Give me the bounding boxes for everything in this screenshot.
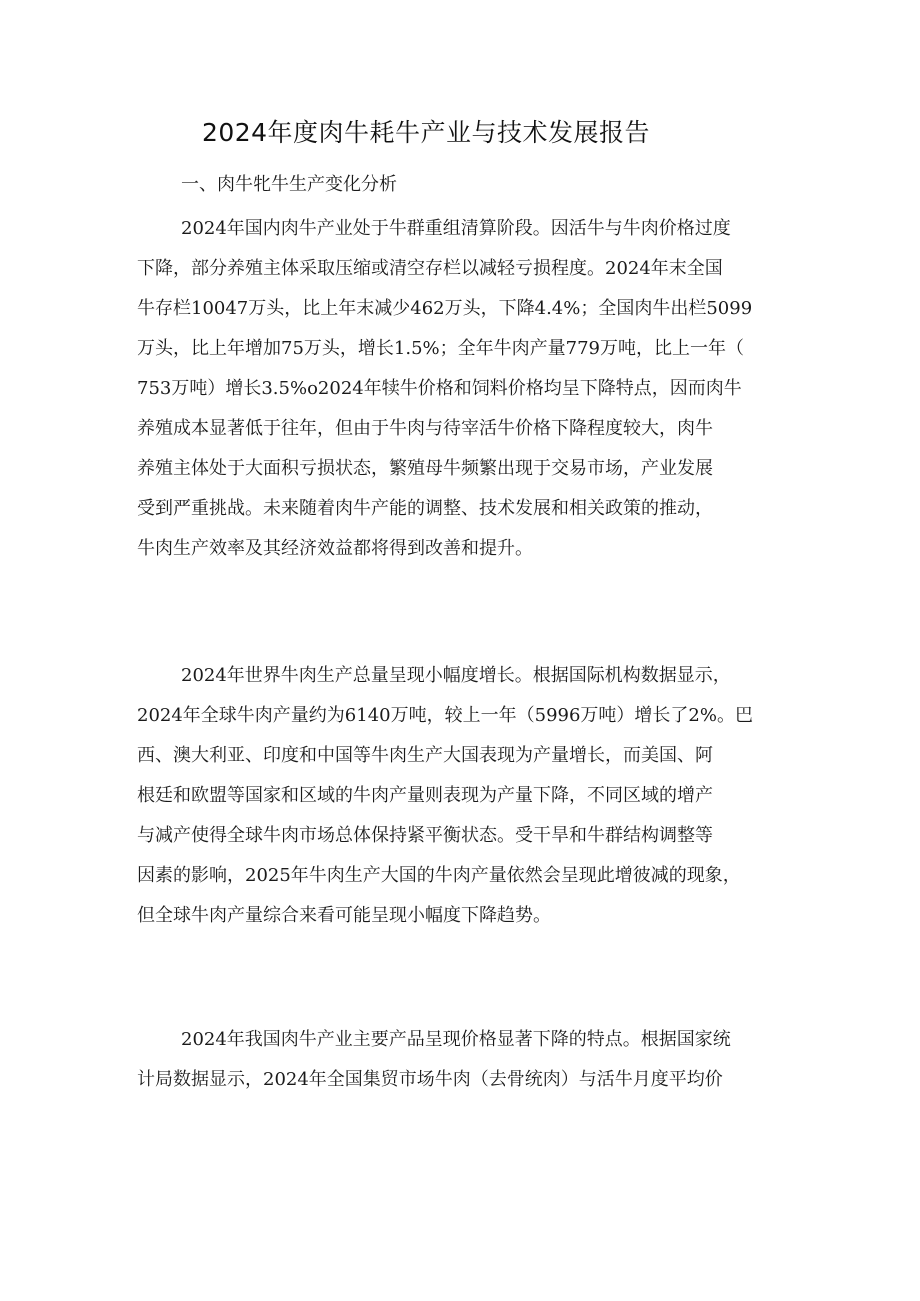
paragraph-line: 与减产使得全球牛肉市场总体保持紧平衡状态。受干旱和牛群结构调整等	[137, 825, 713, 846]
paragraph-1	[137, 209, 797, 569]
paragraph-line: 753万吨）增长3.5%o2024年犊牛价格和饲料价格均呈下降特点，因而肉牛	[137, 378, 742, 399]
paragraph-line: 2024年世界牛肉生产总量呈现小幅度增长。根据国际机构数据显示，	[181, 665, 731, 686]
paragraph-line: 2024年我国肉牛产业主要产品呈现价格显著下降的特点。根据国家统	[181, 1029, 731, 1050]
section-heading: 一、肉牛牝牛生产变化分析	[181, 174, 397, 195]
paragraph-line: 下降，部分养殖主体采取压缩或清空存栏以减轻亏损程度。2024年末全国	[137, 258, 723, 279]
paragraph-line: 牛存栏10047万头，比上年末减少462万头，下降4.4%；全国肉牛出栏5099	[137, 298, 753, 319]
paragraph-line: 计局数据显示，2024年全国集贸市场牛肉（去骨统肉）与活牛月度平均价	[137, 1069, 723, 1090]
paragraph-line: 2024年国内肉牛产业处于牛群重组清算阶段。因活牛与牛肉价格过度	[181, 218, 731, 239]
paragraph-line: 因素的影响，2025年牛肉生产大国的牛肉产量依然会呈现此增彼减的现象，	[137, 865, 741, 886]
paragraph-line: 养殖成本显著低于往年，但由于牛肉与待宰活牛价格下降程度较大，肉牛	[137, 418, 713, 439]
paragraph-3	[137, 1020, 797, 1100]
paragraph-line: 2024年全球牛肉产量约为6140万吨，较上一年（5996万吨）增长了2%。巴	[137, 705, 753, 726]
document-title: 2024年度肉牛耗牛产业与技术发展报告	[201, 118, 651, 147]
paragraph-line: 西、澳大利亚、印度和中国等牛肉生产大国表现为产量增长，而美国、阿	[137, 745, 713, 766]
paragraph-line: 万头，比上年增加75万头，增长1.5%；全年牛肉产量779万吨，比上一年（	[137, 338, 744, 359]
paragraph-line: 但全球牛肉产量综合来看可能呈现小幅度下降趋势。	[137, 905, 551, 926]
paragraph-line: 养殖主体处于大面积亏损状态，繁殖母牛频繁出现于交易市场，产业发展	[137, 458, 713, 479]
paragraph-line: 根廷和欧盟等国家和区域的牛肉产量则表现为产量下降，不同区域的增产	[137, 785, 713, 806]
paragraph-line: 牛肉生产效率及其经济效益都将得到改善和提升。	[137, 538, 533, 559]
paragraph-line: 受到严重挑战。未来随着肉牛产能的调整、技术发展和相关政策的推动，	[137, 498, 713, 519]
paragraph-2	[137, 656, 797, 936]
